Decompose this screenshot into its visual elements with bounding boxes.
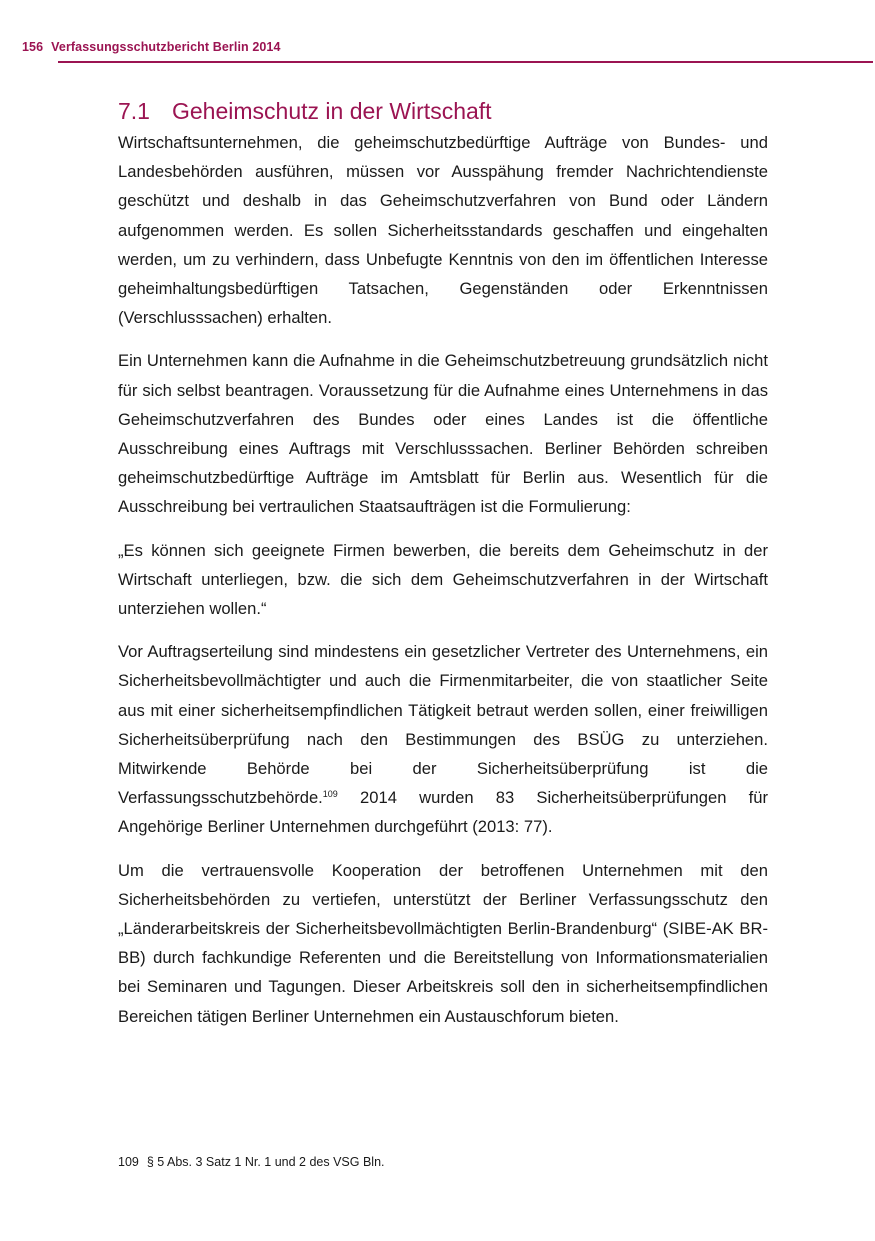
footnote [118, 1155, 385, 1169]
paragraph-1: Wirtschaftsunternehmen, die geheimschutzbedürftige Aufträge von Bundes- und Landesbehörden ausführen, müssen vor Ausspähung fremder Nachrichtendienste geschützt und deshalb in das Geheimschutzverfahren von Bund oder Ländern aufgenommen werden. Es sollen Sicherheitsstandards geschaffen und eingehalten werden, um zu verhindern, dass Unbefugte Kenntnis von den im öffentlichen Interesse geheimhaltungsbedürftigen Tatsachen, Gegenständen oder Erkenntnissen (Verschlusssachen) erhalten. [118, 133, 768, 328]
paragraph-3-quote: „Es können sich geeignete Firmen bewerben, die bereits dem Geheimschutz in der Wirtschaft unterliegen, bzw. die sich dem Geheimschutzverfahren in der Wirtschaft unterziehen wollen.“ [118, 540, 768, 619]
running-header [22, 40, 281, 54]
footnote-number: 109 [118, 1155, 139, 1169]
paragraph-4-text-a: Vor Auftragserteilung sind mindestens ein gesetzlicher Vertreter des Unternehmens, ein Sicherheitsbevollmächtigter und auch die Firmenmitarbeiter, die von staatlicher Seite aus mit einer sicherheitsempfindlichen Tätigkeit betraut werden sollen, einer freiwilligen Sicherheitsüberprüfung nach den Bestimmungen des BSÜG zu unterziehen. Mitwirkende Behörde bei der Sicherheitsüberprüfung ist die Verfassungsschutzbehörde. [118, 642, 768, 808]
paragraph-4 [118, 637, 768, 841]
running-title: Verfassungsschutzbericht Berlin 2014 [51, 40, 281, 54]
section-title: Geheimschutz in der Wirtschaft [172, 98, 492, 124]
paragraph-5: Um die vertrauensvolle Kooperation der betroffenen Unternehmen mit den Sicherheitsbehörden zu vertiefen, unterstützt der Berliner Verfassungsschutz den „Länderarbeitskreis der Sicherheitsbevollmächtigten Berlin-Brandenburg“ (SIBE-AK BR-BB) durch fachkundige Referenten und die Bereitstellung von Informationsmaterialien bei Seminaren und Tagungen. Dieser Arbeitskreis soll den in sicherheitsempfindlichen Bereichen tätigen Berliner Unternehmen ein Austauschforum bieten. [118, 860, 768, 1026]
main-content [118, 96, 768, 1045]
section-number: 7.1 [118, 98, 150, 124]
paragraph-2: Ein Unternehmen kann die Aufnahme in die Geheimschutzbetreuung grundsätzlich nicht für sich selbst beantragen. Voraussetzung für die Aufnahme eines Unternehmens in das Geheimschutzverfahren des Bundes oder eines Landes ist die öffentliche Ausschreibung eines Auftrags mit Verschlusssachen. Berliner Behörden schreiben geheimschutzbedürftige Aufträge im Amtsblatt für Berlin aus. Wesentlich für die Ausschreibung bei vertraulichen Staatsaufträgen ist die Formulierung: [118, 351, 768, 517]
section-heading [118, 96, 768, 126]
footnote-text: § 5 Abs. 3 Satz 1 Nr. 1 und 2 des VSG Bln. [146, 1155, 385, 1169]
paragraph-4-text-b: 2014 wurden 83 Sicherheitsüberprüfungen für Angehörige Berliner Unternehmen durchgeführt (2013: 77). [118, 788, 768, 837]
header-divider [58, 61, 873, 63]
page-number: 156 [22, 40, 44, 54]
footnote-reference[interactable]: 109 [322, 789, 338, 800]
